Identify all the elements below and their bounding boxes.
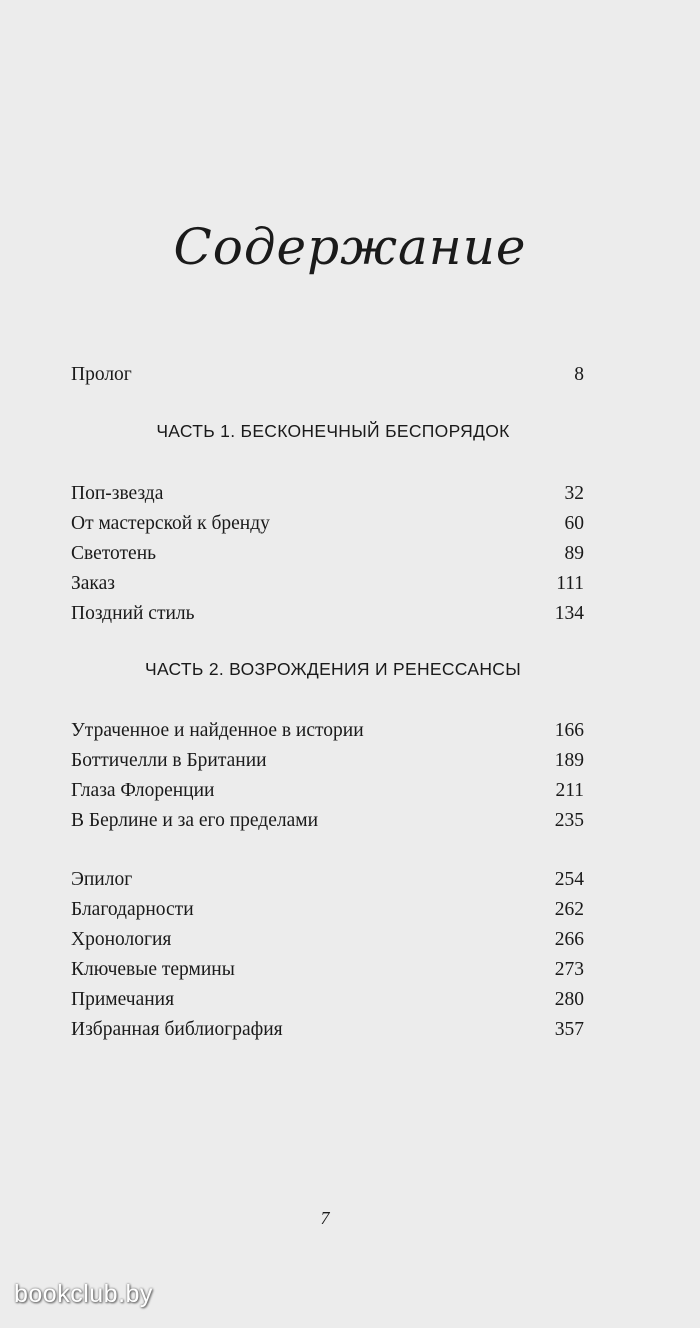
toc-entry-label: Хронология	[71, 929, 172, 950]
toc-entry	[71, 539, 584, 569]
toc-entry-page: 280	[554, 989, 584, 1010]
toc-entry	[71, 509, 584, 539]
toc-entry-label: Ключевые термины	[71, 959, 235, 980]
toc-entry	[71, 865, 584, 895]
toc-entry-label: Светотень	[71, 543, 157, 564]
toc-entry	[71, 925, 584, 955]
toc-entry-page: 357	[554, 1019, 584, 1040]
toc-entry-page: 166	[554, 720, 584, 741]
toc-entry	[71, 599, 584, 629]
toc-entry-page: 235	[554, 810, 584, 831]
toc-entry-page: 8	[574, 364, 584, 385]
part1-heading: ЧАСТЬ 1. БЕСКОНЕЧНЫЙ БЕСПОРЯДОК	[156, 421, 510, 441]
toc-entry-page: 134	[554, 603, 584, 624]
toc-entry	[71, 985, 584, 1015]
toc-part1-list	[71, 479, 584, 629]
toc-entry-page: 262	[554, 899, 584, 920]
toc-entry-label: Примечания	[71, 989, 175, 1010]
toc-entry-label: Пролог	[71, 364, 132, 385]
watermark: bookclub.by	[14, 1280, 153, 1308]
toc-entry	[71, 1015, 584, 1045]
toc-entry-label: Поп-звезда	[71, 483, 164, 504]
toc-entry-label: Заказ	[71, 573, 115, 594]
toc-entry-label: Поздний стиль	[71, 603, 195, 624]
toc-entry-page: 60	[564, 513, 584, 534]
toc-entry-page: 211	[555, 780, 584, 801]
toc-entry-page: 266	[554, 929, 584, 950]
toc-entry	[71, 569, 584, 599]
toc-entry	[71, 955, 584, 985]
toc-entry	[71, 716, 584, 746]
toc-entry	[71, 806, 584, 836]
toc-entry-label: Глаза Флоренции	[71, 780, 215, 801]
toc-entry-label: Благодарности	[71, 899, 194, 920]
toc-entry	[71, 479, 584, 509]
toc-entry	[71, 895, 584, 925]
toc-entry-page: 189	[554, 750, 584, 771]
toc-entry	[71, 776, 584, 806]
page-number: 7	[320, 1208, 330, 1228]
toc-entry-page: 32	[564, 483, 584, 504]
toc-entry-page: 89	[564, 543, 584, 564]
toc-entry-label: Избранная библиография	[71, 1019, 283, 1040]
toc-entry-label: От мастерской к бренду	[71, 513, 270, 534]
part2-heading: ЧАСТЬ 2. ВОЗРОЖДЕНИЯ И РЕНЕССАНСЫ	[144, 659, 521, 679]
toc-backmatter-list	[71, 865, 584, 1045]
toc-entry-page: 254	[554, 869, 584, 890]
toc-prologue	[71, 360, 584, 390]
toc-entry	[71, 746, 584, 776]
toc-entry-label: Утраченное и найденное в истории	[71, 720, 364, 741]
toc-entry-label: Боттичелли в Британии	[71, 750, 267, 771]
toc-entry	[71, 360, 584, 390]
toc-part2-list	[71, 716, 584, 836]
toc-entry-label: В Берлине и за его пределами	[71, 810, 319, 831]
toc-entry-label: Эпилог	[71, 869, 133, 890]
toc-entry-page: 111	[556, 573, 584, 594]
toc-title: Содержание	[173, 218, 527, 276]
toc-entry-page: 273	[554, 959, 584, 980]
